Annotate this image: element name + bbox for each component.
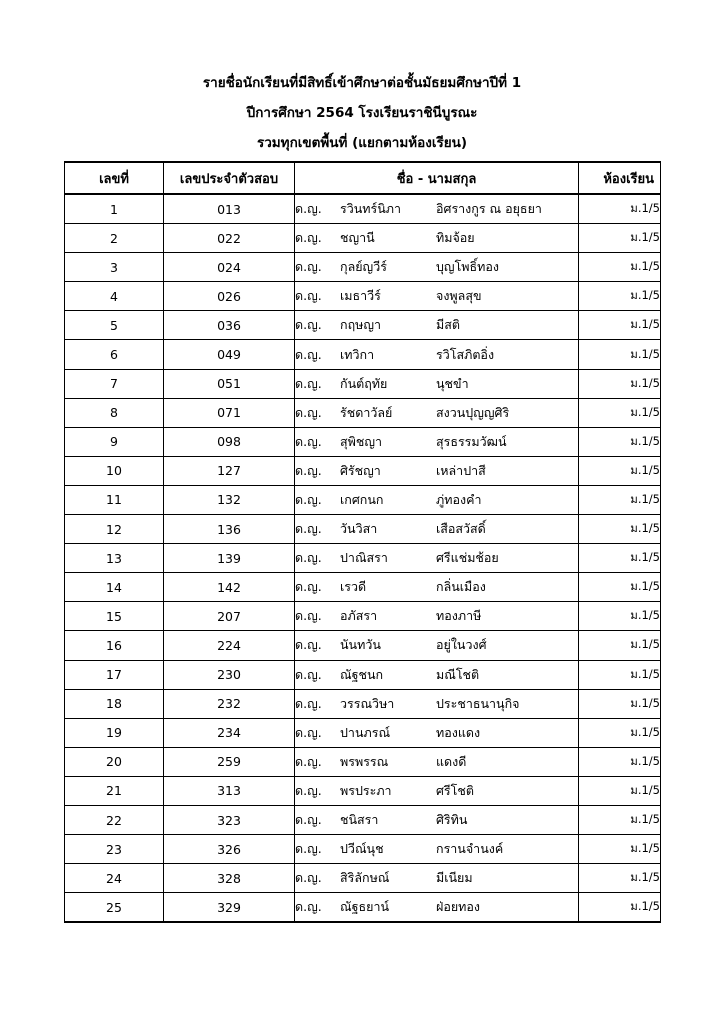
table-row [65, 776, 661, 805]
name-prefix: ด.ญ. [295, 375, 322, 391]
first-name: สุพิชญา [340, 433, 383, 449]
cell-number: 9 [65, 427, 164, 456]
cell-room: ม.1/5 [579, 660, 661, 689]
last-name: ทองแดง [436, 724, 481, 740]
cell-number: 8 [65, 398, 164, 427]
cell-number: 17 [65, 660, 164, 689]
table-row [65, 602, 661, 631]
cell-student-name [295, 427, 579, 456]
last-name: ศิริทิน [436, 812, 468, 828]
table-row [65, 893, 661, 923]
table-row [65, 515, 661, 544]
cell-number: 12 [65, 515, 164, 544]
name-prefix: ด.ญ. [295, 462, 322, 478]
name-prefix: ด.ญ. [295, 491, 322, 507]
table-row [65, 224, 661, 253]
table-row [65, 369, 661, 398]
table-row [65, 573, 661, 602]
last-name: มีเนียม [436, 870, 473, 886]
name-prefix: ด.ญ. [295, 899, 322, 915]
cell-student-name [295, 194, 579, 224]
first-name: อภัสรา [340, 608, 378, 624]
cell-room: ม.1/5 [579, 864, 661, 893]
cell-exam-id: 051 [164, 369, 295, 398]
cell-number: 10 [65, 456, 164, 485]
cell-student-name [295, 573, 579, 602]
name-prefix: ด.ญ. [295, 288, 322, 304]
cell-room: ม.1/5 [579, 689, 661, 718]
last-name: ศรีโชติ [436, 782, 474, 798]
cell-exam-id: 024 [164, 253, 295, 282]
cell-number: 15 [65, 602, 164, 631]
column-header-name: ชื่อ - นามสกุล [295, 162, 579, 194]
cell-number: 11 [65, 485, 164, 514]
last-name: รวิโสภิตอิ่ง [436, 346, 495, 362]
cell-room: ม.1/5 [579, 893, 661, 923]
name-prefix: ด.ญ. [295, 782, 322, 798]
cell-exam-id: 259 [164, 747, 295, 776]
first-name: ณัฐธยาน์ [340, 899, 390, 915]
name-prefix: ด.ญ. [295, 637, 322, 653]
name-prefix: ด.ญ. [295, 317, 322, 333]
last-name: ศรีแช่มช้อย [436, 550, 499, 566]
cell-room: ม.1/5 [579, 224, 661, 253]
cell-room: ม.1/5 [579, 544, 661, 573]
cell-student-name [295, 282, 579, 311]
first-name: พรประภา [340, 782, 392, 798]
last-name: สงวนปุญญศิริ [436, 404, 510, 420]
cell-exam-id: 328 [164, 864, 295, 893]
cell-exam-id: 326 [164, 835, 295, 864]
cell-room: ม.1/5 [579, 311, 661, 340]
cell-number: 5 [65, 311, 164, 340]
last-name: แดงดี [436, 753, 467, 769]
cell-exam-id: 132 [164, 485, 295, 514]
table-row [65, 340, 661, 369]
last-name: กลิ่นเมือง [436, 579, 486, 595]
name-prefix: ด.ญ. [295, 404, 322, 420]
table-row [65, 456, 661, 485]
document-heading [0, 68, 724, 158]
last-name: อยู่ในวงศ์ [436, 637, 487, 653]
cell-room: ม.1/5 [579, 747, 661, 776]
cell-student-name [295, 776, 579, 805]
cell-exam-id: 142 [164, 573, 295, 602]
name-prefix: ด.ญ. [295, 230, 322, 246]
cell-room: ม.1/5 [579, 805, 661, 834]
cell-student-name [295, 631, 579, 660]
cell-exam-id: 026 [164, 282, 295, 311]
last-name: ฝ่อยทอง [436, 899, 481, 915]
cell-number: 20 [65, 747, 164, 776]
last-name: มณีโชติ [436, 666, 480, 682]
cell-exam-id: 071 [164, 398, 295, 427]
last-name: ภู่ทองคำ [436, 491, 482, 507]
cell-exam-id: 098 [164, 427, 295, 456]
column-header-exam-id: เลขประจำตัวสอบ [164, 162, 295, 194]
cell-student-name [295, 835, 579, 864]
cell-room: ม.1/5 [579, 253, 661, 282]
cell-number: 7 [65, 369, 164, 398]
table-row [65, 194, 661, 224]
cell-number: 25 [65, 893, 164, 923]
table-row [65, 427, 661, 456]
table-row [65, 747, 661, 776]
name-prefix: ด.ญ. [295, 259, 322, 275]
cell-number: 1 [65, 194, 164, 224]
heading-title: รายชื่อนักเรียนที่มีสิทธิ์เข้าศึกษาต่อชั้นมัธยมศึกษาปีที่ 1 [202, 75, 522, 91]
cell-student-name [295, 485, 579, 514]
cell-student-name [295, 311, 579, 340]
cell-student-name [295, 515, 579, 544]
table-row [65, 660, 661, 689]
cell-room: ม.1/5 [579, 602, 661, 631]
cell-room: ม.1/5 [579, 398, 661, 427]
cell-student-name [295, 660, 579, 689]
cell-number: 19 [65, 718, 164, 747]
name-prefix: ด.ญ. [295, 695, 322, 711]
first-name: ปานภรณ์ [340, 724, 391, 740]
cell-student-name [295, 456, 579, 485]
cell-exam-id: 049 [164, 340, 295, 369]
cell-student-name [295, 718, 579, 747]
first-name: วรรณวิษา [340, 695, 395, 711]
last-name: มีสติ [436, 317, 460, 333]
cell-exam-id: 036 [164, 311, 295, 340]
last-name: กรานจำนงค์ [436, 841, 504, 857]
cell-number: 22 [65, 805, 164, 834]
name-prefix: ด.ญ. [295, 666, 322, 682]
name-prefix: ด.ญ. [295, 724, 322, 740]
first-name: เมธาวีร์ [340, 288, 381, 304]
cell-student-name [295, 805, 579, 834]
last-name: เสือสวัสดิ์ [436, 521, 486, 537]
cell-exam-id: 136 [164, 515, 295, 544]
first-name: พรพรรณ [340, 753, 389, 769]
cell-student-name [295, 369, 579, 398]
table-row [65, 485, 661, 514]
cell-room: ม.1/5 [579, 835, 661, 864]
cell-number: 4 [65, 282, 164, 311]
cell-number: 24 [65, 864, 164, 893]
first-name: กุลย์ญวีร์ [340, 259, 387, 275]
cell-room: ม.1/5 [579, 369, 661, 398]
cell-student-name [295, 224, 579, 253]
table-row [65, 805, 661, 834]
first-name: ชญานี [340, 230, 375, 246]
cell-room: ม.1/5 [579, 485, 661, 514]
cell-room: ม.1/5 [579, 282, 661, 311]
last-name: บุญโพธิ์ทอง [436, 259, 500, 275]
column-header-room: ห้องเรียน [579, 162, 661, 194]
last-name: สุรธรรมวัฒน์ [436, 433, 507, 449]
first-name: เรวดี [340, 579, 367, 595]
last-name: เหล่าปาสี [436, 462, 486, 478]
name-prefix: ด.ญ. [295, 433, 322, 449]
cell-exam-id: 232 [164, 689, 295, 718]
first-name: ชนิสรา [340, 812, 379, 828]
first-name: นันทวัน [340, 637, 381, 653]
name-prefix: ด.ญ. [295, 579, 322, 595]
cell-exam-id: 224 [164, 631, 295, 660]
cell-number: 23 [65, 835, 164, 864]
cell-student-name [295, 398, 579, 427]
cell-student-name [295, 253, 579, 282]
first-name: กฤษญา [340, 317, 382, 333]
first-name: กันต์ฤทัย [340, 375, 388, 391]
cell-number: 3 [65, 253, 164, 282]
first-name: เทวิกา [340, 346, 375, 362]
cell-exam-id: 230 [164, 660, 295, 689]
table-row [65, 864, 661, 893]
last-name: ทองภาษี [436, 608, 482, 624]
cell-exam-id: 013 [164, 194, 295, 224]
first-name: รัชดาวัลย์ [340, 404, 393, 420]
name-prefix: ด.ญ. [295, 201, 322, 217]
table-row [65, 631, 661, 660]
table-row [65, 398, 661, 427]
table-row [65, 282, 661, 311]
table-row [65, 253, 661, 282]
cell-exam-id: 329 [164, 893, 295, 923]
first-name: สิริลักษณ์ [340, 870, 390, 886]
cell-room: ม.1/5 [579, 776, 661, 805]
first-name: ศิรัชญา [340, 462, 381, 478]
cell-student-name [295, 689, 579, 718]
cell-exam-id: 022 [164, 224, 295, 253]
cell-room: ม.1/5 [579, 718, 661, 747]
table-body [65, 194, 661, 922]
name-prefix: ด.ญ. [295, 870, 322, 886]
cell-number: 6 [65, 340, 164, 369]
cell-exam-id: 127 [164, 456, 295, 485]
heading-subtitle: รวมทุกเขตพื้นที่ (แยกตามห้องเรียน) [256, 135, 468, 151]
first-name: ปวีณ์นุช [340, 841, 384, 857]
cell-exam-id: 139 [164, 544, 295, 573]
cell-room: ม.1/5 [579, 631, 661, 660]
heading-academic-year-school: ปีการศึกษา 2564 โรงเรียนราชินีบูรณะ [246, 105, 478, 121]
cell-number: 21 [65, 776, 164, 805]
last-name: นุชขำ [436, 375, 469, 391]
table-row [65, 689, 661, 718]
table-row [65, 718, 661, 747]
cell-room: ม.1/5 [579, 515, 661, 544]
cell-student-name [295, 893, 579, 923]
student-roster-table [64, 161, 661, 923]
last-name: จงพูลสุข [436, 288, 482, 304]
table-row [65, 544, 661, 573]
first-name: เกศกนก [340, 491, 384, 507]
cell-exam-id: 207 [164, 602, 295, 631]
cell-room: ม.1/5 [579, 573, 661, 602]
cell-student-name [295, 602, 579, 631]
cell-student-name [295, 864, 579, 893]
cell-number: 18 [65, 689, 164, 718]
cell-room: ม.1/5 [579, 456, 661, 485]
name-prefix: ด.ญ. [295, 346, 322, 362]
column-header-number: เลขที่ [65, 162, 164, 194]
cell-number: 2 [65, 224, 164, 253]
cell-exam-id: 323 [164, 805, 295, 834]
last-name: ประชาธนานุกิจ [436, 695, 520, 711]
last-name: อิศรางกูร ณ อยุธยา [436, 201, 542, 217]
cell-room: ม.1/5 [579, 340, 661, 369]
cell-exam-id: 234 [164, 718, 295, 747]
cell-number: 16 [65, 631, 164, 660]
table-row [65, 835, 661, 864]
cell-room: ม.1/5 [579, 427, 661, 456]
cell-student-name [295, 340, 579, 369]
last-name: ทิมจ้อย [436, 230, 475, 246]
name-prefix: ด.ญ. [295, 812, 322, 828]
cell-number: 14 [65, 573, 164, 602]
name-prefix: ด.ญ. [295, 753, 322, 769]
cell-number: 13 [65, 544, 164, 573]
first-name: รวินทร์นิภา [340, 201, 402, 217]
cell-room: ม.1/5 [579, 194, 661, 224]
first-name: ณัฐชนก [340, 666, 384, 682]
cell-exam-id: 313 [164, 776, 295, 805]
table-row [65, 311, 661, 340]
name-prefix: ด.ญ. [295, 521, 322, 537]
name-prefix: ด.ญ. [295, 841, 322, 857]
name-prefix: ด.ญ. [295, 608, 322, 624]
cell-student-name [295, 747, 579, 776]
table-header-row [65, 162, 661, 194]
name-prefix: ด.ญ. [295, 550, 322, 566]
cell-student-name [295, 544, 579, 573]
first-name: วันวิสา [340, 521, 378, 537]
first-name: ปาณิสรา [340, 550, 388, 566]
